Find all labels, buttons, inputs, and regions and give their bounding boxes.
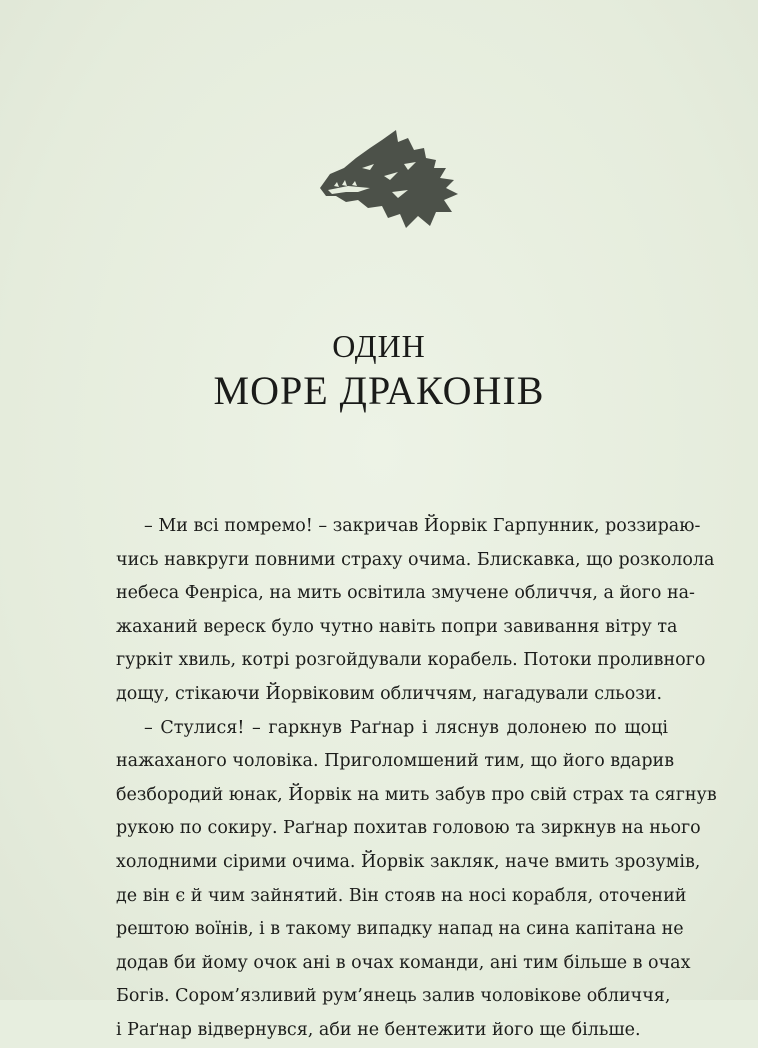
text-line: додав би йому очок ані в очах команди, ані тим більше в очах bbox=[116, 952, 691, 973]
paragraph-2 bbox=[116, 712, 717, 1048]
text-line: гуркіт хвиль, котрі розгойдували корабель. Потоки проливного bbox=[116, 650, 706, 671]
chapter-number: ОДИН bbox=[332, 328, 426, 364]
chapter-title: МОРЕ ДРАКОНІВ bbox=[213, 368, 545, 413]
text-line: рештою воїнів, і в такому випадку напад на сина капітана не bbox=[116, 919, 684, 940]
text-line: нажаханого чоловіка. Приголомшений тим, що його вдарив bbox=[116, 751, 675, 772]
text-line: де він є й чим зайнятий. Він стояв на носі корабля, оточений bbox=[116, 885, 687, 906]
text-line: і Раґнар відвернувся, аби не бентежити його ще більше. bbox=[116, 1019, 641, 1040]
text-line: Богів. Сором’язливий рум’янець залив чоловікове обличчя, bbox=[116, 986, 671, 1007]
text-line: небеса Фенріса, на мить освітила змучене обличчя, а його на- bbox=[116, 583, 695, 604]
text-line: рукою по сокиру. Раґнар похитав головою та зиркнув на нього bbox=[116, 818, 701, 839]
text-line: безбородий юнак, Йорвік на мить забув про свій страх та сягнув bbox=[116, 784, 717, 805]
text-line: холодними сірими очима. Йорвік закляк, наче вмить зрозумів, bbox=[116, 851, 701, 872]
wolf-head-icon bbox=[318, 128, 460, 230]
text-line: – Ми всі помремо! – закричав Йорвік Гарпунник, роззираю- bbox=[144, 516, 701, 536]
text-line: чись навкруги повними страху очима. Блискавка, що розколола bbox=[116, 549, 715, 570]
text-line: дощу, стікаючи Йорвіковим обличчям, нагадували сльози. bbox=[116, 683, 663, 704]
paragraph-1 bbox=[116, 510, 715, 712]
text-line: – Стулися! – гаркнув Раґнар і ляснув долонею по щоці bbox=[144, 717, 668, 738]
text-line: жаханий вереск було чутно навіть попри завивання вітру та bbox=[116, 616, 678, 637]
chapter-body bbox=[116, 510, 717, 1048]
